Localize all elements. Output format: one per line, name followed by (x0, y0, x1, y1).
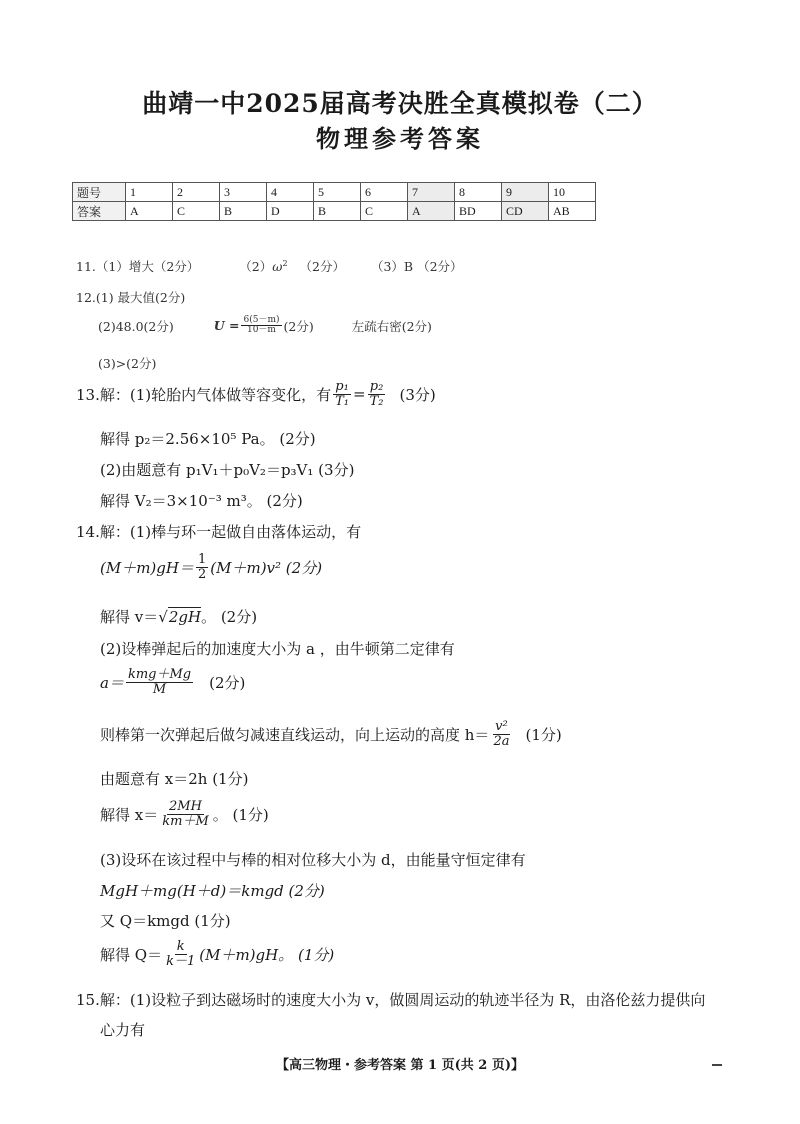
q13-fraction-1 (333, 380, 351, 408)
q13-line-1 (76, 380, 436, 408)
q14-q-num: k (176, 939, 185, 954)
q14-half-fraction (196, 553, 208, 581)
q13-frac2-num: p₂ (369, 379, 384, 394)
answer-cell: AB (549, 202, 596, 221)
q14-line-7: 由题意有 x＝2h (1分) (100, 770, 249, 788)
q14-h-text: 则棒第一次弹起后做匀减速直线运动，向上运动的高度 h＝ (100, 725, 490, 744)
q15-line-1: 15.解：(1)设粒子到达磁场时的速度大小为 v，做圆周运动的轨迹半径为 R，由洛伦兹力提供向 (76, 991, 706, 1009)
q14-line-12 (100, 940, 334, 968)
q13-score-1: (3分) (399, 385, 436, 404)
answer-cell: A (408, 202, 455, 221)
q14-x-score: 。 (1分) (212, 805, 269, 824)
q13-fraction-2 (368, 380, 386, 408)
q14-line-10: MgH＋mg(H＋d)＝kmgd (2分) (100, 882, 325, 900)
q11-part2-score: （2分） (299, 259, 345, 274)
question-number: 2 (173, 183, 220, 202)
q14-a-fraction (126, 668, 193, 696)
q13-frac1-den: T₁ (335, 393, 349, 409)
q12-line-3: (3)>(2分) (98, 356, 157, 371)
q14-half-den: 2 (197, 566, 207, 582)
q13-intro: 13.解：(1)轮胎内气体做等容变化，有 (76, 385, 332, 404)
table-row (73, 183, 596, 202)
q15-line-2: 心力有 (100, 1021, 146, 1039)
q14-v-label: 解得 v＝ (100, 608, 159, 626)
question-number: 10 (549, 183, 596, 202)
q14-x-den: km＋M (162, 813, 209, 829)
q11-part3: （3）B （2分） (370, 259, 463, 274)
page-footer: 【高三物理・参考答案 第 1 页(共 2 页)】 (275, 1058, 525, 1073)
q14-half-num: 1 (197, 552, 207, 567)
table-row (73, 202, 596, 221)
question-number: 8 (455, 183, 502, 202)
question-number: 5 (314, 183, 361, 202)
q14-energy-lhs: (M＋m)gH＝ (100, 558, 194, 577)
q14-x-fraction (160, 800, 211, 828)
q12-line-1: 12.(1) 最大值(2分) (76, 290, 186, 305)
q14-x-num: 2MH (169, 799, 202, 814)
corner-mark (712, 1064, 722, 1066)
answer-cell: D (267, 202, 314, 221)
q14-h-score: (1分) (525, 725, 562, 744)
q14-q-rhs: (M＋m)gH。 (1分) (199, 945, 335, 964)
q14-v-score: 。 (2分) (201, 608, 258, 626)
question-number: 1 (126, 183, 173, 202)
q12-denominator: 10－m (246, 325, 276, 336)
q13-frac2-den: T₂ (369, 393, 384, 409)
q13-line-4: 解得 V₂＝3×10⁻³ m³。 (2分) (100, 492, 303, 510)
q14-line-8 (100, 800, 269, 828)
q14-q-label: 解得 Q＝ (100, 945, 163, 964)
q12-formula-score: (2分) (283, 318, 314, 334)
q14-h-den: 2a (493, 733, 510, 749)
q14-line-2 (100, 553, 322, 581)
q12-part2: (2)48.0(2分) (98, 318, 174, 334)
table-header-label: 题号 (73, 183, 126, 202)
question-number: 4 (267, 183, 314, 202)
question-number: 3 (220, 183, 267, 202)
page-subtitle: 物理参考答案 (316, 124, 484, 153)
table-answer-label: 答案 (73, 202, 126, 221)
q14-sqrt-content: 2gH (168, 608, 202, 626)
q14-a-den: M (152, 681, 167, 697)
q14-q-den: k－1 (166, 953, 196, 969)
q14-x-label: 解得 x＝ (100, 805, 159, 824)
q14-line-3: 解得 v＝√2gH。 (2分) (100, 608, 258, 626)
q14-line-1: 14.解：(1)棒与环一起做自由落体运动，有 (76, 523, 362, 541)
q11-omega: ω (272, 259, 283, 274)
answer-table (72, 182, 596, 221)
question-number: 9 (502, 183, 549, 202)
q12-line-2 (98, 316, 432, 336)
q14-line-11: 又 Q＝kmgd (1分) (100, 912, 231, 930)
answer-cell: B (220, 202, 267, 221)
q11-part2-label: （2） (239, 259, 273, 274)
q13-line-2: 解得 p₂＝2.56×10⁵ Pa。 (2分) (100, 430, 316, 448)
q14-h-num: v² (495, 719, 508, 734)
q13-frac1-num: p₁ (335, 379, 349, 394)
q14-h-fraction (491, 720, 511, 748)
q14-a-score: (2分) (209, 673, 246, 692)
q12-formula-lhs: U = (213, 318, 240, 334)
answer-cell: C (361, 202, 408, 221)
answer-cell: BD (455, 202, 502, 221)
q14-q-fraction (164, 940, 197, 968)
question-number: 7 (408, 183, 455, 202)
q12-scale-desc: 左疏右密(2分) (351, 318, 432, 334)
q14-line-5 (100, 668, 245, 696)
q14-a-num: kmg＋Mg (127, 667, 192, 682)
q12-fraction (241, 316, 281, 336)
q13-line-3: (2)由题意有 p₁V₁＋p₀V₂＝p₃V₁ (3分) (100, 461, 355, 479)
page-title: 曲靖一中2025届高考决胜全真模拟卷（二） (142, 89, 658, 118)
question-number: 6 (361, 183, 408, 202)
q12-numerator: 6(5－m) (243, 315, 280, 325)
q11-part1: 11.（1）增大（2分） (76, 259, 200, 274)
answer-cell: B (314, 202, 361, 221)
q11-line: 11.（1）增大（2分） $(2)\omega^2$ （2分） （3）B （2分） (76, 258, 463, 274)
q14-line-9: (3)设环在该过程中与棒的相对位移大小为 d，由能量守恒定律有 (100, 851, 526, 869)
answer-cell: A (126, 202, 173, 221)
q13-equals: = (353, 385, 366, 404)
answer-cell: C (173, 202, 220, 221)
q14-energy-rhs: (M＋m)v² (2分) (210, 558, 323, 577)
q14-a-label: a＝ (100, 673, 124, 692)
answer-cell: CD (502, 202, 549, 221)
q14-line-6 (100, 720, 562, 748)
q14-line-4: (2)设棒弹起后的加速度大小为 a ，由牛顿第二定律有 (100, 640, 455, 658)
